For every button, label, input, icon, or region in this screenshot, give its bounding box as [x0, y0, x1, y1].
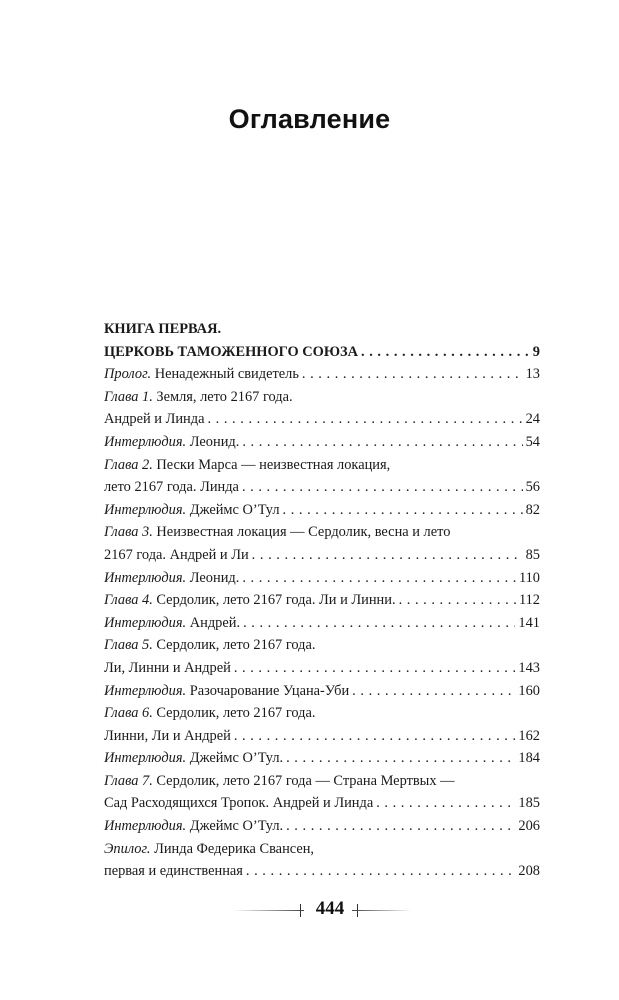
dot-leader: [361, 341, 530, 364]
toc-entry-text: первая и единственная: [104, 863, 243, 880]
toc-entry-label: [104, 792, 373, 815]
toc-entry-label: [104, 408, 204, 431]
toc-entry-page: 208: [518, 863, 540, 880]
toc-entry-prefix: Интерлюдия.: [104, 433, 187, 450]
toc-entry: [104, 770, 540, 793]
toc-entries: [104, 341, 540, 883]
toc-entry-text: Пески Марса — неизвестная локация,: [152, 456, 391, 473]
toc-entry-prefix: Глава 2.: [104, 456, 153, 473]
toc-entry-label: [104, 589, 396, 612]
toc-entry: [104, 657, 540, 680]
toc-entry-label: [104, 431, 239, 454]
toc-entry-text: Разочарование Уцана-Уби: [186, 682, 350, 699]
toc-entry-label: [104, 612, 240, 635]
toc-entry-prefix: Интерлюдия.: [104, 818, 187, 835]
toc-entry-text: Сердолик, лето 2167 года.: [152, 705, 316, 722]
toc-entry-page: 184: [518, 750, 540, 767]
toc-entry-label: [104, 860, 243, 883]
toc-entry: [104, 476, 540, 499]
toc-entry-prefix: Интерлюдия.: [104, 501, 187, 518]
toc-entry: [104, 363, 540, 386]
dot-leader: [376, 792, 515, 815]
toc-entry-page: 141: [518, 614, 540, 631]
dot-leader: [243, 612, 515, 635]
toc-entry-label: [104, 680, 349, 703]
toc-entry: [104, 612, 540, 635]
toc-entry-text: Сердолик, лето 2167 года.: [152, 637, 316, 654]
toc-entry-text: Андрей.: [186, 614, 241, 631]
toc-entry-label: [104, 815, 283, 838]
toc-entry-text: Линда Федерика Свансен,: [150, 840, 315, 857]
ornament-line-right: [352, 910, 412, 911]
toc-entry-prefix: Интерлюдия.: [104, 682, 187, 699]
toc-entry-text: Джеймс О’Тул: [186, 501, 280, 518]
toc-entry-prefix: Глава 7.: [104, 772, 153, 789]
ornament-line-left: [232, 910, 304, 911]
toc-entry: [104, 860, 540, 883]
toc-entry-text: Сад Расходящихся Тропок. Андрей и Линда: [104, 795, 374, 812]
toc-entry: [104, 680, 540, 703]
toc-entry: [104, 589, 540, 612]
toc-entry: [104, 454, 540, 477]
dot-leader: [399, 589, 516, 612]
toc-entry-prefix: Интерлюдия.: [104, 750, 187, 767]
page-number: 444: [315, 898, 345, 919]
toc-entry-label: [104, 725, 231, 748]
toc-entry-text: Земля, лето 2167 года.: [152, 388, 293, 405]
toc-entry-page: 206: [518, 818, 540, 835]
toc-entry: [104, 431, 540, 454]
toc-entry-text: Неизвестная локация — Сердолик, весна и лето: [152, 524, 451, 541]
dot-leader: [234, 725, 516, 748]
toc-entry: [104, 408, 540, 431]
toc-entry-label: [104, 634, 315, 657]
ornament-tick-left: [300, 904, 301, 917]
toc-entry-text: Леонид.: [186, 433, 240, 450]
dot-leader: [252, 544, 523, 567]
book-heading-label: КНИГА ПЕРВАЯ.: [104, 321, 222, 337]
toc-entry-text: Линни, Ли и Андрей: [104, 727, 231, 744]
toc-entry-label: [104, 476, 239, 499]
toc-entry-page: 56: [525, 479, 540, 496]
toc-entry-prefix: Интерлюдия.: [104, 614, 187, 631]
toc-entry-page: 185: [518, 795, 540, 812]
toc-entry-prefix: Пролог.: [104, 366, 152, 383]
toc-entry-text: Сердолик, лето 2167 года. Ли и Линни.: [152, 592, 396, 609]
toc-entry-prefix: Глава 5.: [104, 637, 153, 654]
toc-entry: [104, 725, 540, 748]
dot-leader: [207, 408, 522, 431]
toc-entry-prefix: Эпилог.: [104, 840, 151, 857]
toc-entry: [104, 634, 540, 657]
toc-entry-label: [104, 702, 315, 725]
toc-entry: [104, 838, 540, 861]
dot-leader: [352, 680, 515, 703]
toc-entry-page: 160: [518, 682, 540, 699]
toc-entry-label: [104, 838, 314, 861]
toc-entry-label: [104, 567, 239, 590]
dot-leader: [286, 747, 515, 770]
page-title: Оглавление: [228, 104, 391, 134]
page-number-ornament: [0, 896, 619, 926]
toc-entry-prefix: Интерлюдия.: [104, 569, 187, 586]
book-heading: [104, 318, 540, 341]
toc-entry-label: [104, 657, 231, 680]
toc-entry: [104, 499, 540, 522]
dot-leader: [234, 657, 516, 680]
toc-entry: [104, 544, 540, 567]
dot-leader: [302, 363, 523, 386]
dot-leader: [283, 499, 523, 522]
toc-entry-label: [104, 747, 283, 770]
toc-entry: [104, 815, 540, 838]
toc-entry: [104, 567, 540, 590]
toc-entry-label: [104, 544, 249, 567]
toc-entry-page: 112: [518, 592, 540, 609]
toc-entry-page: 143: [518, 659, 540, 676]
toc-entry-text: Сердолик, лето 2167 года — Страна Мертвых —: [152, 772, 455, 789]
dot-leader: [242, 431, 522, 454]
toc-entry-label: [104, 770, 455, 793]
toc-entry-label: [104, 454, 390, 477]
toc-entry-label: [104, 499, 280, 522]
toc-entry-text: Джеймс О’Тул.: [186, 750, 284, 767]
toc-entry-prefix: Глава 6.: [104, 705, 153, 722]
toc-entry-page: 82: [525, 501, 540, 518]
toc-entry-text: Леонид.: [186, 569, 240, 586]
toc-entry-label: [104, 386, 293, 409]
toc-entry-text: Ли, Линни и Андрей: [104, 659, 231, 676]
toc-entry-page: 24: [525, 411, 540, 428]
toc-entry: [104, 747, 540, 770]
toc-entry-page: 13: [525, 366, 540, 383]
toc-entry-label: [104, 341, 358, 364]
toc-entry-prefix: Глава 4.: [104, 592, 153, 609]
dot-leader: [246, 860, 516, 883]
toc-entry-text: Ненадежный свидетель: [151, 366, 299, 383]
toc-entry-prefix: Глава 3.: [104, 524, 153, 541]
toc-entry-label: [104, 363, 299, 386]
toc-entry: [104, 792, 540, 815]
toc-entry-page: 54: [525, 433, 540, 450]
table-of-contents: [104, 318, 540, 883]
toc-entry: [104, 386, 540, 409]
toc-entry-page: 9: [532, 343, 540, 360]
toc-entry: [104, 521, 540, 544]
toc-entry-label: [104, 521, 450, 544]
toc-entry: [104, 341, 540, 364]
toc-entry-text: лето 2167 года. Линда: [104, 479, 239, 496]
toc-entry-text: Джеймс О’Тул.: [186, 818, 284, 835]
toc-entry-text: ЦЕРКОВЬ ТАМОЖЕННОГО СОЮЗА: [104, 343, 359, 360]
toc-entry-prefix: Глава 1.: [104, 388, 153, 405]
toc-entry: [104, 702, 540, 725]
dot-leader: [242, 567, 516, 590]
toc-entry-page: 85: [525, 546, 540, 563]
dot-leader: [242, 476, 523, 499]
toc-entry-page: 110: [518, 569, 540, 586]
toc-entry-page: 162: [518, 727, 540, 744]
dot-leader: [286, 815, 515, 838]
toc-entry-text: Андрей и Линда: [104, 411, 205, 428]
toc-entry-text: 2167 года. Андрей и Ли: [104, 546, 249, 563]
